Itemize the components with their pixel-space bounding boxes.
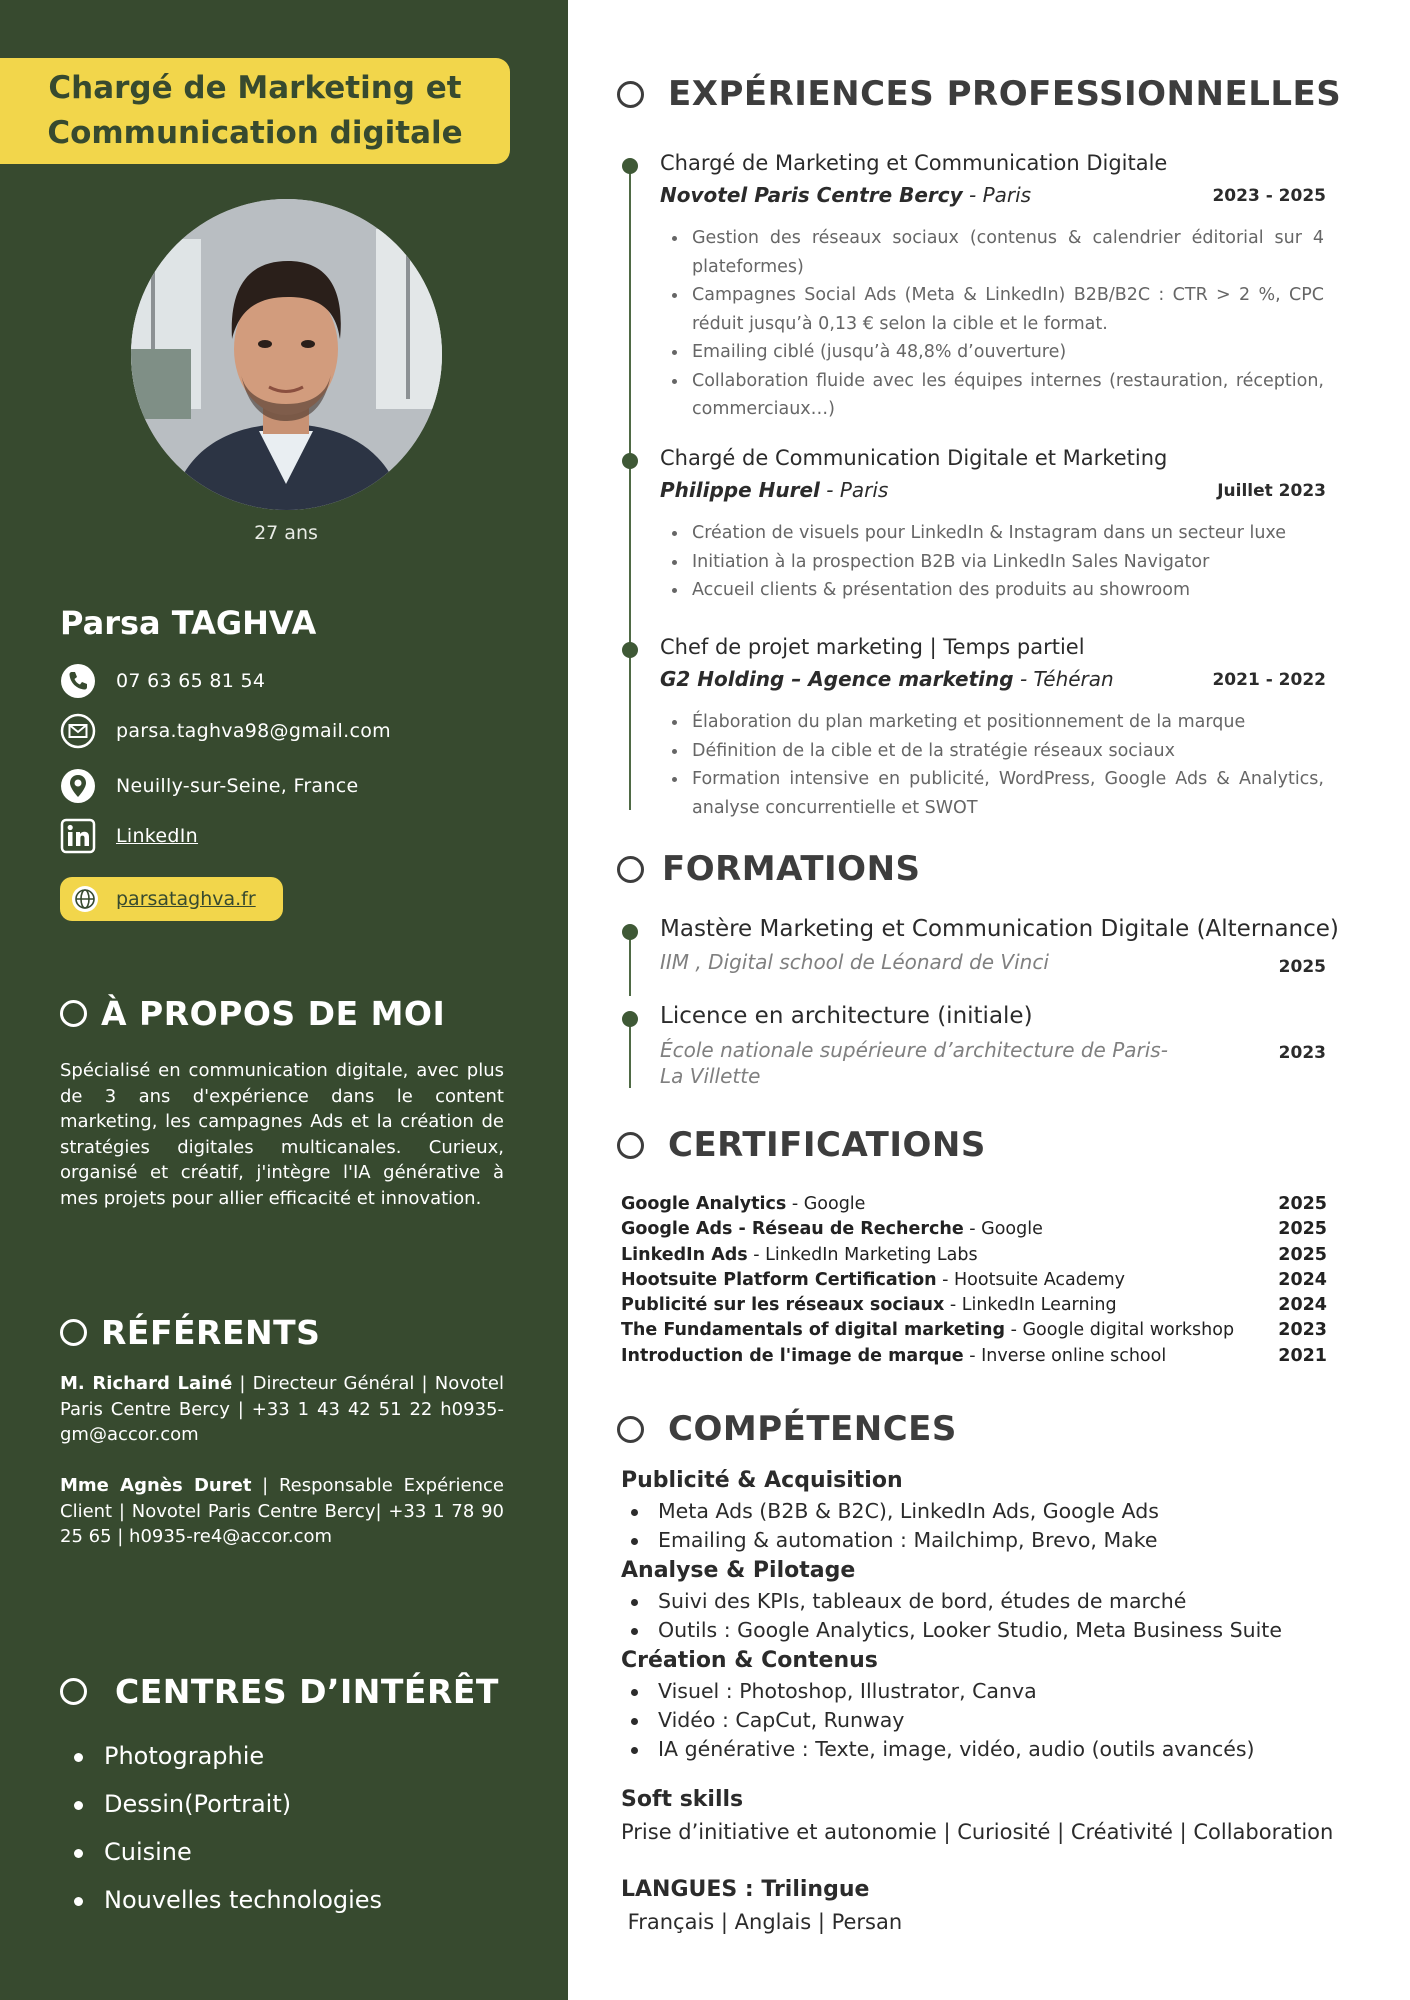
certification-row: [621, 1344, 1327, 1369]
certification-name: Google Analytics: [621, 1194, 787, 1214]
interests-list: [74, 1738, 382, 1930]
referent-1: [60, 1371, 504, 1448]
list-item: Vidéo : CapCut, Runway: [621, 1706, 1361, 1735]
soft-skills-title: Soft skills: [621, 1787, 744, 1812]
experience-1-org: [660, 183, 1031, 207]
formation-timeline: [629, 1023, 631, 1088]
formations-heading-text: FORMATIONS: [662, 849, 921, 889]
email-contact[interactable]: [60, 713, 391, 749]
timeline-dot: [622, 642, 638, 658]
section-circle-icon: [617, 1132, 644, 1159]
referents-heading-text: RÉFÉRENTS: [101, 1313, 321, 1352]
about-text: Spécialisé en communication digitale, avec plus de 3 ans d'expérience dans le content marketing, les campagnes Ads et la création de stratégies digitales multicanales. Curieux, organisé et créatif, j'intègre l'IA générative à mes projets pour allier efficacité et innovation.: [60, 1060, 504, 1209]
referent-1-name: M. Richard Lainé: [60, 1373, 233, 1394]
list-item: Définition de la cible et de la stratégie réseaux sociaux: [668, 737, 1324, 766]
referents-heading: [60, 1313, 320, 1352]
skill-group-list: [621, 1677, 1361, 1764]
certification-name: Google Ads - Réseau de Recherche: [621, 1219, 964, 1240]
soft-skills-text: Prise d’initiative et autonomie | Curiosité | Créativité | Collaboration: [621, 1820, 1334, 1844]
email-address: parsa.taghva98@gmail.com: [116, 720, 391, 742]
experience-2-title: Chargé de Communication Digitale et Marketing: [660, 446, 1168, 470]
certification-issuer: - Google: [963, 1219, 1043, 1240]
experiences-heading: [617, 74, 1341, 114]
mail-icon: [60, 713, 96, 749]
list-item: Accueil clients & présentation des produits au showroom: [668, 576, 1324, 605]
skill-group-list: [621, 1497, 1361, 1555]
location-contact: [60, 768, 358, 804]
certifications-list: [621, 1192, 1327, 1369]
interest-item: Nouvelles technologies: [74, 1882, 382, 1930]
linkedin-link[interactable]: LinkedIn: [116, 825, 199, 847]
certification-name: Hootsuite Platform Certification: [621, 1269, 937, 1290]
section-circle-icon: [617, 1416, 644, 1443]
certification-row: [621, 1318, 1327, 1343]
location-pin-icon: [60, 768, 96, 804]
list-item: Emailing ciblé (jusqu’à 48,8% d’ouverture): [668, 338, 1324, 367]
sidebar: [0, 0, 568, 2000]
experience-1-place: - Paris: [962, 183, 1032, 207]
profile-photo: [131, 199, 442, 510]
list-item: Collaboration fluide avec les équipes internes (restauration, réception, commerciaux…): [668, 367, 1324, 424]
formation-2-date: 2023: [1278, 1043, 1326, 1063]
certification-year: 2021: [1278, 1345, 1327, 1366]
job-title-line2: Communication digitale: [47, 115, 463, 151]
list-item: Emailing & automation : Mailchimp, Brevo, Make: [621, 1526, 1361, 1555]
certification-name: Publicité sur les réseaux sociaux: [621, 1295, 945, 1316]
experience-2-company: Philippe Hurel: [660, 478, 820, 502]
experience-3-place: - Téhéran: [1013, 667, 1114, 691]
experience-3-org: [660, 667, 1114, 691]
competences-heading-text: COMPÉTENCES: [668, 1409, 957, 1449]
certification-issuer: - Google digital workshop: [1005, 1320, 1235, 1341]
portrait-image: [131, 199, 442, 510]
formations-heading: [617, 849, 921, 889]
list-item: Visuel : Photoshop, Illustrator, Canva: [621, 1677, 1361, 1706]
job-title-line1: Chargé de Marketing et: [48, 70, 462, 106]
interests-heading-text: CENTRES D’INTÉRÊT: [115, 1672, 499, 1711]
experience-2-org: [660, 478, 888, 502]
formation-timeline: [629, 936, 631, 996]
interest-item: Photographie: [74, 1738, 382, 1786]
section-circle-icon: [60, 1678, 87, 1705]
languages-title: LANGUES : Trilingue: [621, 1877, 870, 1902]
formation-1-title: Mastère Marketing et Communication Digitale (Alternance): [660, 916, 1339, 942]
experience-1-date: 2023 - 2025: [1212, 186, 1326, 206]
experience-timeline: [629, 165, 631, 810]
list-item: Suivi des KPIs, tableaux de bord, études de marché: [621, 1587, 1361, 1616]
certification-name: The Fundamentals of digital marketing: [621, 1320, 1006, 1341]
list-item: Meta Ads (B2B & B2C), LinkedIn Ads, Google Ads: [621, 1497, 1361, 1526]
formation-1-date: 2025: [1278, 957, 1326, 977]
about-heading: [60, 994, 445, 1033]
certification-year: 2025: [1278, 1219, 1327, 1240]
certification-issuer: - LinkedIn Learning: [944, 1295, 1117, 1316]
location-text: Neuilly-sur-Seine, France: [116, 775, 359, 797]
languages-text: Français | Anglais | Persan: [621, 1910, 903, 1934]
certification-row: [621, 1192, 1327, 1217]
list-item: Initiation à la prospection B2B via LinkedIn Sales Navigator: [668, 548, 1324, 577]
certifications-heading-text: CERTIFICATIONS: [668, 1125, 986, 1165]
timeline-dot: [622, 453, 638, 469]
linkedin-contact[interactable]: [60, 818, 198, 854]
skill-group-title: Analyse & Pilotage: [621, 1558, 856, 1583]
formation-2-school: École nationale supérieure d’architecture de Paris-La Villette: [660, 1038, 1168, 1088]
certification-row: [621, 1268, 1327, 1293]
experience-3-title: Chef de projet marketing | Temps partiel: [660, 635, 1085, 659]
experience-2-date: Juillet 2023: [1217, 481, 1326, 501]
timeline-dot: [622, 1011, 638, 1027]
experience-1-company: Novotel Paris Centre Bercy: [660, 183, 963, 207]
section-circle-icon: [60, 1000, 87, 1027]
full-name: Parsa TAGHVA: [60, 604, 317, 642]
experience-3-company: G2 Holding – Agence marketing: [660, 667, 1014, 691]
experience-3-date: 2021 - 2022: [1212, 670, 1326, 690]
experience-1-bullets: [668, 224, 1324, 424]
referent-2-details: | Responsable Expérience Client | Novotel Paris Centre Bercy| +33 1 78 90 25 65 | h0935-re4@accor.com: [60, 1475, 504, 1547]
certifications-heading: [617, 1125, 986, 1165]
globe-icon: [70, 884, 100, 914]
skill-group-list: [621, 1587, 1361, 1645]
section-circle-icon: [617, 81, 644, 108]
certification-year: 2025: [1278, 1194, 1327, 1214]
experiences-heading-text: EXPÉRIENCES PROFESSIONNELLES: [668, 74, 1342, 114]
referent-2-name: Mme Agnès Duret: [60, 1475, 252, 1496]
certification-year: 2023: [1278, 1320, 1327, 1341]
list-item: Élaboration du plan marketing et positionnement de la marque: [668, 708, 1324, 737]
certification-name: LinkedIn Ads: [621, 1244, 748, 1265]
competences-body: [621, 1465, 1361, 1938]
certification-name: Introduction de l'image de marque: [621, 1345, 964, 1366]
formation-2-title: Licence en architecture (initiale): [660, 1003, 1033, 1029]
experience-3-bullets: [668, 708, 1324, 822]
timeline-dot: [622, 924, 638, 940]
certification-issuer: - Google: [786, 1194, 866, 1214]
certification-row: [621, 1293, 1327, 1318]
certification-issuer: - Inverse online school: [963, 1345, 1167, 1366]
referent-1-details: | Directeur Général | Novotel Paris Centre Bercy | +33 1 43 42 51 22 h0935-gm@accor.com: [60, 1373, 505, 1445]
formation-1-school: IIM , Digital school de Léonard de Vinci: [660, 950, 1049, 974]
competences-heading: [617, 1409, 957, 1449]
interest-item: Cuisine: [74, 1834, 382, 1882]
experience-1-title: Chargé de Marketing et Communication Digitale: [660, 151, 1168, 175]
website-link[interactable]: parsataghva.fr: [116, 888, 256, 910]
certification-issuer: - LinkedIn Marketing Labs: [747, 1244, 978, 1265]
referent-2: [60, 1473, 504, 1550]
phone-number: 07 63 65 81 54: [116, 670, 266, 692]
linkedin-icon: [60, 818, 96, 854]
experience-2-place: - Paris: [819, 478, 889, 502]
list-item: Gestion des réseaux sociaux (contenus & calendrier éditorial sur 4 plateformes): [668, 224, 1324, 281]
list-item: Campagnes Social Ads (Meta & LinkedIn) B2B/B2C : CTR > 2 %, CPC réduit jusqu’à 0,13 € selon la cible et le format.: [668, 281, 1324, 338]
certification-issuer: - Hootsuite Academy: [936, 1269, 1125, 1290]
certification-year: 2024: [1278, 1295, 1327, 1316]
skill-group-title: Publicité & Acquisition: [621, 1468, 903, 1493]
certification-row: [621, 1243, 1327, 1268]
list-item: IA générative : Texte, image, vidéo, audio (outils avancés): [621, 1735, 1361, 1764]
phone-icon: [60, 663, 96, 699]
section-circle-icon: [617, 856, 644, 883]
certification-year: 2024: [1278, 1269, 1327, 1290]
interests-heading: [60, 1672, 499, 1711]
job-title-banner: [0, 58, 510, 164]
list-item: Outils : Google Analytics, Looker Studio, Meta Business Suite: [621, 1616, 1361, 1645]
experience-2-bullets: [668, 519, 1324, 605]
section-circle-icon: [60, 1319, 87, 1346]
certification-year: 2025: [1278, 1244, 1327, 1265]
skill-group-title: Création & Contenus: [621, 1648, 878, 1673]
about-heading-text: À PROPOS DE MOI: [101, 994, 446, 1033]
age-label: 27 ans: [254, 522, 318, 544]
list-item: Création de visuels pour LinkedIn & Instagram dans un secteur luxe: [668, 519, 1324, 548]
phone-contact[interactable]: [60, 663, 265, 699]
timeline-dot: [622, 158, 638, 174]
website-pill[interactable]: [60, 877, 283, 921]
certification-row: [621, 1217, 1327, 1242]
list-item: Formation intensive en publicité, WordPress, Google Ads & Analytics, analyse concurrentielle et SWOT: [668, 765, 1324, 822]
interest-item: Dessin(Portrait): [74, 1786, 382, 1834]
